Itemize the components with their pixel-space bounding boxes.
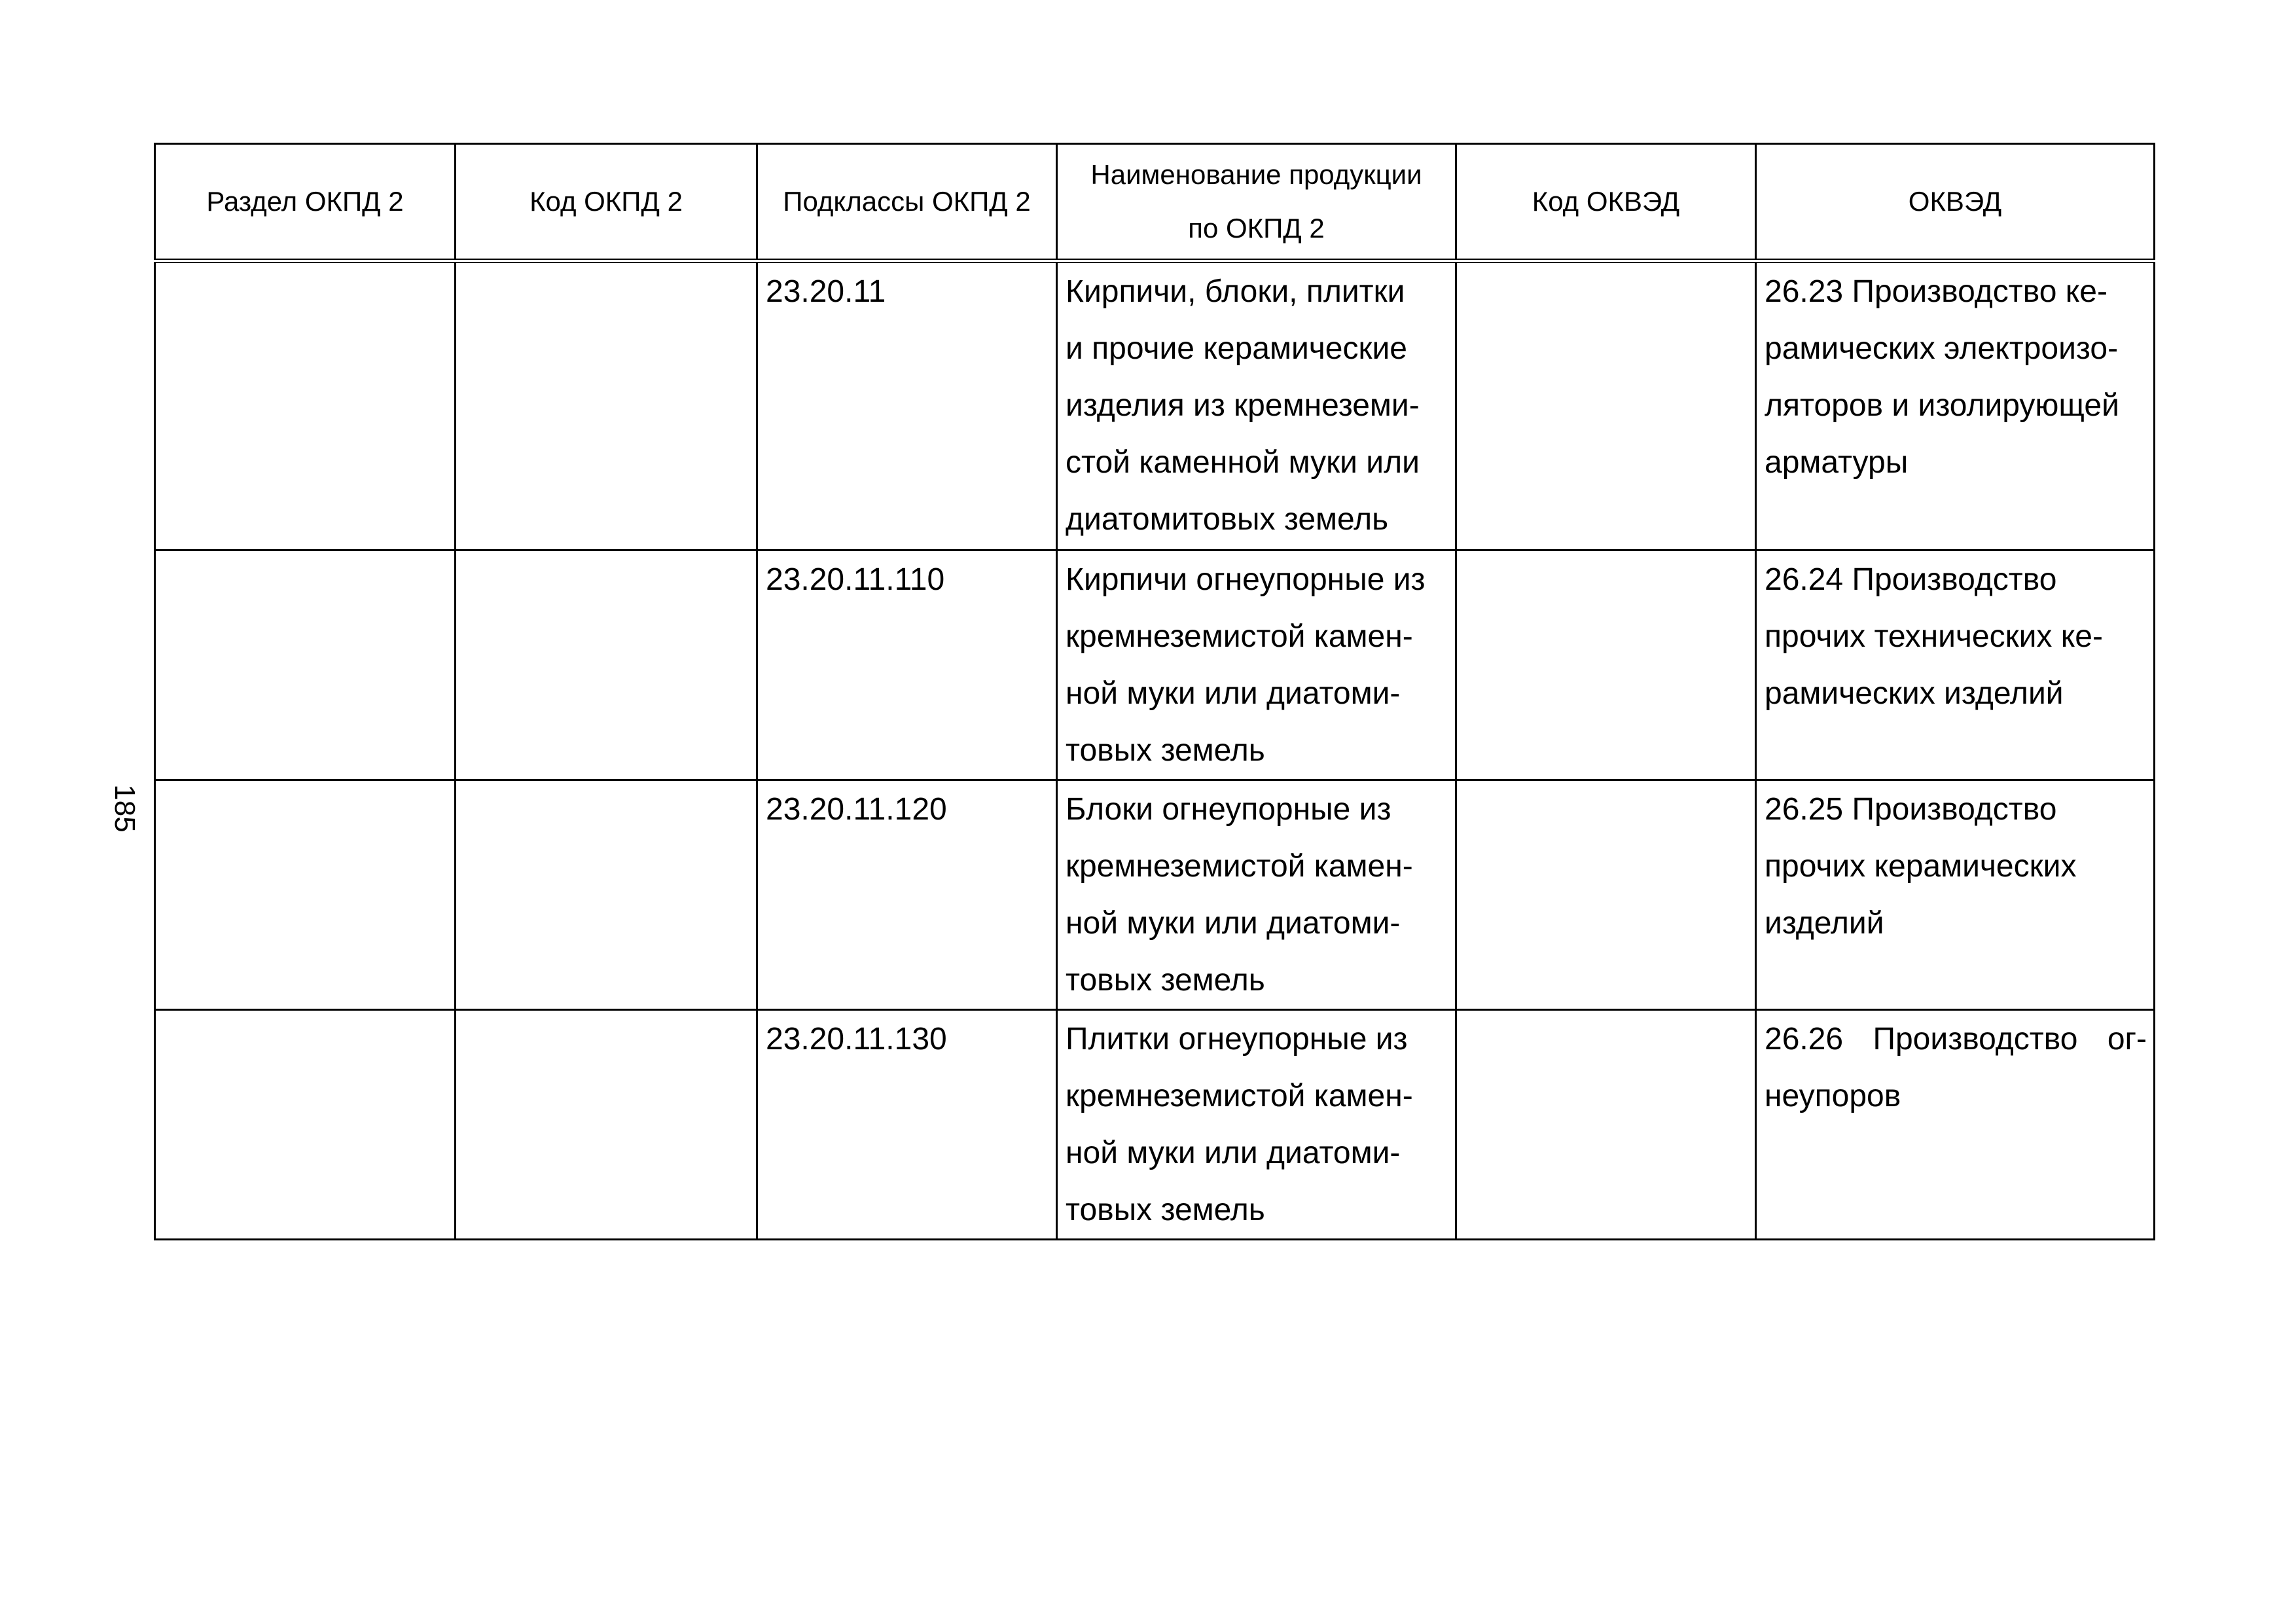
- cell-okpd-code: [456, 1010, 757, 1240]
- cell-okpd-code: [456, 780, 757, 1010]
- header-okpd-code: Код ОКПД 2: [456, 144, 757, 261]
- header-okved-code: Код ОКВЭД: [1456, 144, 1756, 261]
- cell-okved: 26.23 Производство ке- рамических электроизо- ляторов и изолирующей арматуры: [1756, 261, 2155, 550]
- okpd-okved-table: [154, 143, 2155, 1240]
- cell-okpd-code: [456, 550, 757, 780]
- cell-okved-code: [1456, 261, 1756, 550]
- cell-okved-code: [1456, 550, 1756, 780]
- table-row: [155, 780, 2155, 1010]
- cell-okpd-code: [456, 261, 757, 550]
- header-okved: ОКВЭД: [1756, 144, 2155, 261]
- cell-subclass: 23.20.11.130: [757, 1010, 1057, 1240]
- cell-okved: 26.25 Производство прочих керамических изделий: [1756, 780, 2155, 1010]
- cell-subclass: 23.20.11: [757, 261, 1057, 550]
- cell-okved-code: [1456, 780, 1756, 1010]
- cell-section: [155, 550, 456, 780]
- cell-subclass: 23.20.11.120: [757, 780, 1057, 1010]
- cell-product-name: Плитки огнеупорные из кремнеземистой камен- ной муки или диатоми- товых земель: [1057, 1010, 1456, 1240]
- table-header-row: [155, 144, 2155, 261]
- header-subclass: Подклассы ОКПД 2: [757, 144, 1057, 261]
- cell-okved-code: [1456, 1010, 1756, 1240]
- cell-product-name: Кирпичи, блоки, плитки и прочие керамические изделия из кремнеземи- стой каменной муки или диатомитовых земель: [1057, 261, 1456, 550]
- cell-section: [155, 1010, 456, 1240]
- cell-okved: 26.24 Производство прочих технических ке- рамических изделий: [1756, 550, 2155, 780]
- table-row: [155, 550, 2155, 780]
- table-row: [155, 1010, 2155, 1240]
- cell-product-name: Кирпичи огнеупорные из кремнеземистой камен- ной муки или диатоми- товых земель: [1057, 550, 1456, 780]
- page-number: 185: [109, 784, 141, 833]
- cell-subclass: 23.20.11.110: [757, 550, 1057, 780]
- cell-section: [155, 780, 456, 1010]
- cell-okved: 26.26 Производство ог- неупоров: [1756, 1010, 2155, 1240]
- cell-product-name: Блоки огнеупорные из кремнеземистой камен- ной муки или диатоми- товых земель: [1057, 780, 1456, 1010]
- cell-section: [155, 261, 456, 550]
- header-product-name: Наименование продукции по ОКПД 2: [1057, 144, 1456, 261]
- header-section: Раздел ОКПД 2: [155, 144, 456, 261]
- table-row: [155, 261, 2155, 550]
